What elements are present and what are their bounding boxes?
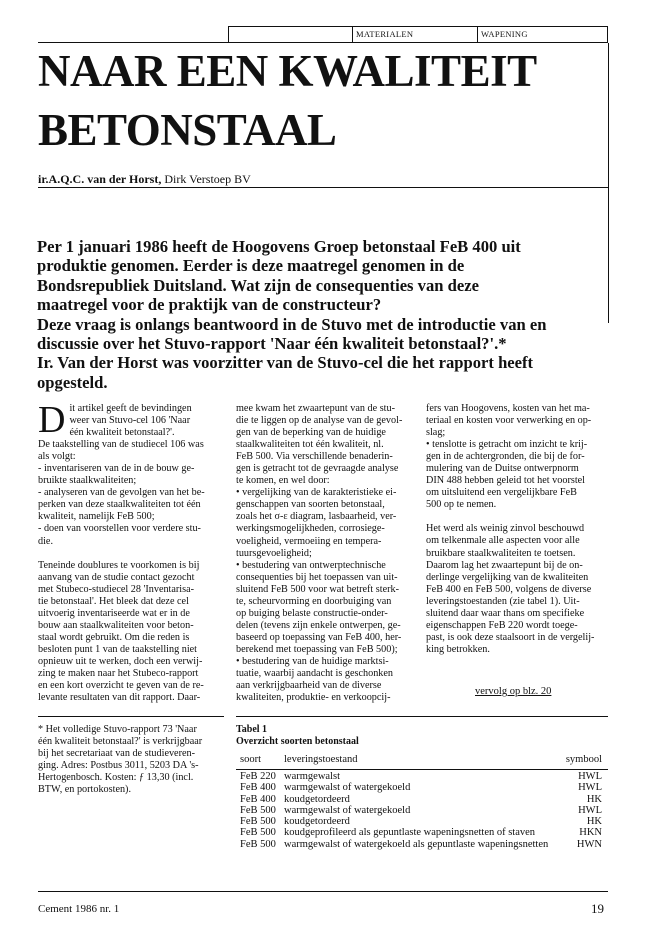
author-name: ir.A.Q.C. van der Horst, [38, 172, 162, 186]
cell-symbool: HWL [578, 771, 602, 782]
cell-levering: warmgewalst [284, 771, 340, 782]
body-paragraph [38, 399, 224, 548]
footnote: * Het volledige Stuvo-rapport 73 'Naar één kwaliteit betonstaal?' is verkrijgbaar bij het secretariaat van de studieveren- ging. Adres: Postbus 3011, 5203 DA 's- Hertogenbosch. Kosten: ƒ 13,30 (incl. BTW, en portokosten). [38, 724, 203, 795]
cell-levering: warmgewalst of watergekoeld [284, 782, 411, 794]
article-title [38, 48, 618, 153]
table-row [236, 839, 608, 850]
table-row [236, 816, 608, 827]
table-header-row [236, 754, 608, 769]
table-row [236, 771, 608, 782]
body-paragraph: Het werd als weinig zinvol beschouwd om telkenmale alle aspecten voor alle bruikbare staalkwaliteiten te toetsen. Daarom lag het zwaartepunt bij de on- derlinge vergelijking van de kwaliteiten FeB 400 en FeB 500, volgens de diverse leveringstoestanden (zie tabel 1). Uit- sluitend daar waar thans om specifieke eigenschappen FeB 220 wordt toege- past, is ook deze staalsoort in de vergelij- king betrokken. [426, 523, 595, 655]
body-column-1 [38, 399, 224, 704]
table-label: Tabel 1 [236, 724, 268, 735]
header-leveringstoestand: leveringstoestand [284, 754, 358, 765]
header-rule [38, 42, 608, 43]
footer-rule [38, 891, 608, 892]
journal-reference: Cement 1986 nr. 1 [38, 903, 120, 915]
cell-soort: FeB 400 [240, 793, 276, 805]
paragraph-text: it artikel geeft de bevindingen weer van Stuvo-cel 106 'Naar één kwaliteit betonstaal?'. De taakstelling van de studiecel 106 was als volgt: - inventariseren van de in de bouw ge- bruikte staalkwaliteiten; - analyseren van de gevolgen van het be- perken van deze staalkwaliteiten tot één kwaliteit, namelijk FeB 500; - doen van voorstellen voor verdere stu- die. [38, 403, 205, 547]
table-row [236, 794, 608, 805]
lead-line: Bondsrepubliek Duitsland. Wat zijn de consequenties van deze [37, 275, 479, 295]
header-symbool: symbool [565, 754, 602, 765]
lead-line: produktie genomen. Eerder is deze maatregel genomen in de [37, 256, 465, 276]
cell-soort: FeB 220 [240, 771, 276, 782]
body-paragraph: mee kwam het zwaartepunt van de stu- die te liggen op de analyse van de gevol- gen van de beperking van de huidige staalkwaliteiten tot één kwaliteit, nl. FeB 500. Via verschillende benaderin- gen is getracht tot de gevraagde analyse te komen, en wel door: • vergelijking van de karakteristieke ei- genschappen van soorten betonstaal, zoals het σ-ε diagram, lasbaarheid, ver- werkingsmogelijkheden, corrosiege- voeligheid, vermoeiing en tempera- tuursgevoeligheid; • bestudering van ontwerptechnische consequenties bij het toepassen van uit- sluitend FeB 500 voor wat betreft sterk- te, scheurvorming en doorbuiging van op buiging belaste constructie-onder- delen (tevens zijn enkele ontwerpen, ge- baseerd op toepassing van FeB 400, her- berekend met toepassing van FeB 500); • bestudering van de huidige marktsi- tuatie, waarbij aandacht is geschonken aan verkrijgbaarheid van de diverse kwaliteiten, produktie- en verkoopcij- [236, 403, 403, 704]
continued-link[interactable]: vervolg op blz. 20 [475, 686, 552, 697]
cell-soort: FeB 400 [240, 782, 276, 794]
cell-symbool: HK [586, 816, 602, 828]
cell-soort: FeB 500 [240, 816, 276, 828]
title-line-2: BETONSTAAL [38, 105, 337, 155]
cell-symbool: HWL [578, 782, 602, 794]
table-rule [236, 716, 608, 717]
lead-line: maatregel voor de praktijk van de constructeur? [37, 295, 382, 315]
cell-soort: FeB 500 [240, 804, 276, 816]
cell-symbool: HWN [576, 838, 602, 850]
cell-levering: koudgetordeerd [284, 793, 350, 805]
table-header-rule [236, 769, 608, 770]
byline [38, 172, 251, 187]
page-number: 19 [591, 901, 604, 916]
cell-levering: warmgewalst of watergekoeld [284, 804, 411, 816]
cell-soort: FeB 500 [240, 838, 276, 850]
table-title: Overzicht soorten betonstaal [236, 736, 359, 747]
cell-symbool: HKN [579, 827, 602, 839]
footnote-rule [38, 716, 224, 717]
title-line-1: NAAR EEN KWALITEIT [38, 46, 537, 96]
lead-line: opgesteld. [37, 372, 108, 392]
body-paragraph: fers van Hoogovens, kosten van het ma- teriaal en kosten voor verwerking en op- slag; • tenslotte is getracht om inzicht te krij- gen in de achtergronden, die bij de for- mulering van de Duitse ontwerpnorm DIN 488 hebben geleid tot het voorstel om uitsluitend een vergelijkbare FeB 500 op te nemen. [426, 403, 592, 511]
lead-line: Ir. Van der Horst was voorzitter van de Stuvo-cel die het rapport heeft [37, 353, 534, 373]
cell-levering: koudgetordeerd [284, 816, 350, 828]
lead-paragraph [37, 237, 617, 392]
lead-line: Deze vraag is onlangs beantwoord in de Stuvo met de introductie van en [37, 314, 547, 334]
body-paragraph: Teneinde doublures te voorkomen is bij aanvang van de studie contact gezocht met Stubeco-studiecel 28 'Inventarisa- tie betonstaal'. Het bleek dat deze cel uitvoerig inventariseerde wat er in de bouw aan staalkwaliteiten voor beton- staal wordt gebruikt. Om die reden is besloten punt 1 van de taakstelling niet opnieuw uit te werken, doch een verwij- zing te maken naar het Stubeco-rapport en een kort overzicht te geven van de re- levante resultaten van dit rapport. Daar- [38, 559, 204, 704]
cell-symbool: HWL [578, 804, 602, 816]
table-row [236, 805, 608, 816]
body-column-2 [236, 403, 416, 704]
cell-levering: warmgewalst of watergekoeld als gepuntlaste wapeningsnetten [284, 838, 549, 850]
byline-rule [38, 187, 608, 188]
table-row [236, 782, 608, 793]
header-left-tick [228, 26, 229, 43]
cell-levering: koudgeprofileerd als gepuntlaste wapeningsnetten of staven [284, 827, 536, 839]
body-column-3 [426, 403, 608, 656]
cell-soort: FeB 500 [240, 827, 276, 839]
lead-line: Per 1 januari 1986 heeft de Hoogovens Groep betonstaal FeB 400 uit [37, 237, 521, 256]
cell-symbool: HK [586, 793, 602, 805]
lead-line: discussie over het Stuvo-rapport 'Naar één kwaliteit betonstaal?'.* [37, 334, 507, 354]
section-tab-materialen: MATERIALEN [352, 26, 478, 42]
author-affiliation: Dirk Verstoep BV [161, 172, 251, 186]
header-soort: soort [240, 754, 261, 765]
drop-cap: D [38, 399, 66, 441]
table-row [236, 827, 608, 838]
table-1 [236, 724, 608, 850]
section-tab-wapening: WAPENING [477, 26, 609, 42]
